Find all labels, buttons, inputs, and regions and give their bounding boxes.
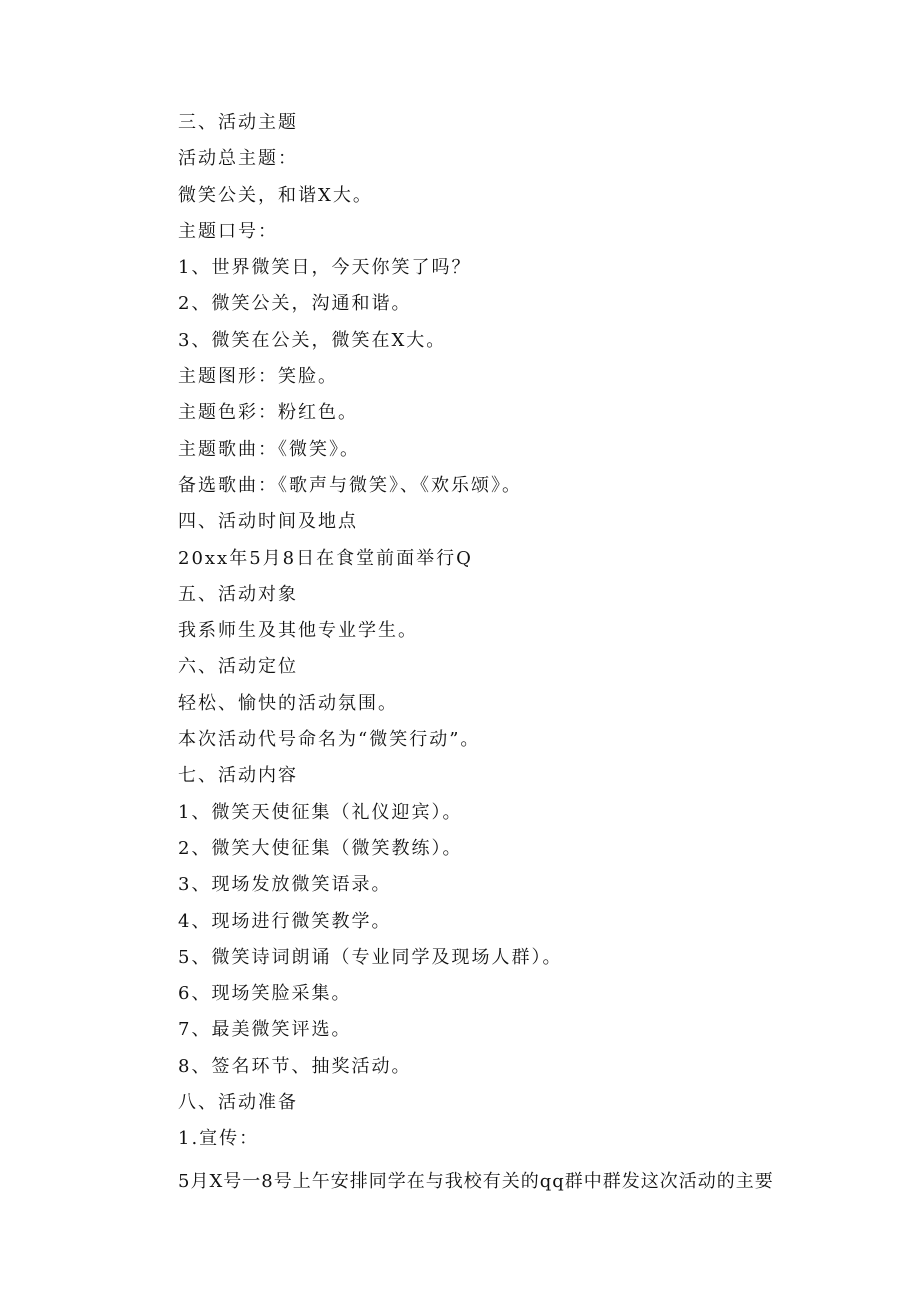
- paragraph-line: 本次活动代号命名为“微笑行动”。: [178, 729, 481, 751]
- paragraph-line: 5月X号一8号上午安排同学在与我校有关的qq群中群发这次活动的主要: [178, 1170, 774, 1192]
- section-heading-preparation: 八、活动准备: [178, 1092, 298, 1114]
- section-heading-positioning: 六、活动定位: [178, 656, 298, 678]
- section-heading-audience: 五、活动对象: [178, 583, 298, 605]
- list-item: 4、现场进行微笑教学。: [178, 910, 392, 932]
- paragraph-line: 轻松、愉快的活动氛围。: [178, 692, 398, 714]
- list-item: 5、微笑诗词朗诵（专业同学及现场人群）。: [178, 946, 563, 968]
- paragraph-line: 主题歌曲：《微笑》。: [178, 438, 360, 460]
- list-item: 6、现场笑脸采集。: [178, 983, 352, 1005]
- list-item: 2、微笑大使征集（微笑教练）。: [178, 837, 463, 859]
- list-item: 7、最美微笑评选。: [178, 1019, 352, 1041]
- section-heading-time-location: 四、活动时间及地点: [178, 511, 358, 533]
- section-heading-content: 七、活动内容: [178, 765, 298, 787]
- paragraph-line: 20xx年5月8日在食堂前面举行Q: [178, 547, 473, 569]
- paragraph-line: 备选歌曲：《歌声与微笑》、《欢乐颂》。: [178, 474, 522, 496]
- paragraph-line: 1.宣传：: [178, 1128, 260, 1150]
- list-item: 8、签名环节、抽奖活动。: [178, 1055, 412, 1077]
- paragraph-line: 主题色彩：粉红色。: [178, 402, 358, 424]
- paragraph-line: 我系师生及其他专业学生。: [178, 620, 418, 642]
- list-item: 1、世界微笑日，今天你笑了吗？: [178, 257, 472, 279]
- paragraph-line: 微笑公关，和谐X大。: [178, 184, 373, 206]
- list-item: 1、微笑天使征集（礼仪迎宾）。: [178, 801, 463, 823]
- paragraph-line: 活动总主题：: [178, 148, 298, 170]
- list-item: 2、微笑公关，沟通和谐。: [178, 293, 412, 315]
- list-item: 3、现场发放微笑语录。: [178, 874, 392, 896]
- paragraph-line: 主题图形：笑脸。: [178, 366, 338, 388]
- list-item: 3、微笑在公关，微笑在X大。: [178, 329, 447, 351]
- paragraph-line: 主题口号：: [178, 220, 278, 242]
- document-body: [178, 105, 818, 1200]
- section-heading-activity-theme: 三、活动主题: [178, 112, 298, 133]
